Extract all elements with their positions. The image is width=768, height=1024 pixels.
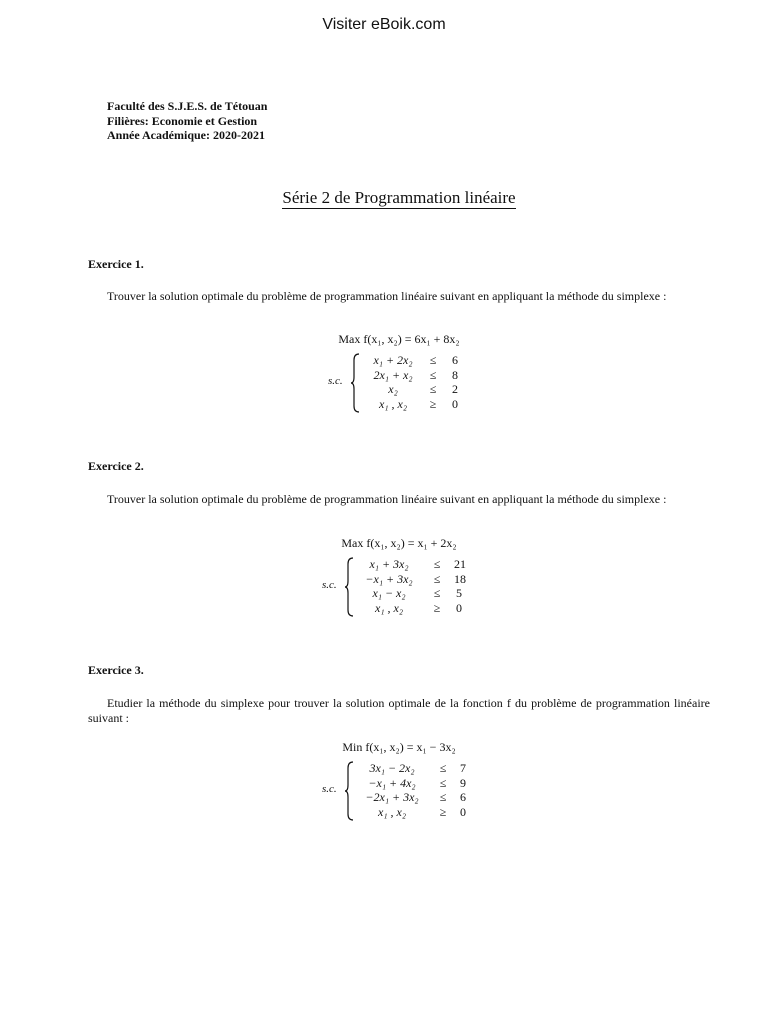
constraint-rhs: 0 bbox=[460, 804, 466, 819]
exercise-3-sc-label: s.c. bbox=[322, 783, 337, 795]
constraint-row bbox=[356, 761, 471, 776]
constraint-operator: ≤ bbox=[433, 571, 441, 586]
constraint-operator: ≤ bbox=[439, 790, 447, 804]
exercise-1-heading: Exercice 1. bbox=[88, 257, 144, 271]
constraint-operator: ≥ bbox=[429, 396, 437, 411]
constraint-row bbox=[356, 572, 471, 587]
constraint-rhs: 7 bbox=[460, 761, 466, 775]
constraint-row bbox=[362, 368, 462, 383]
constraint-lhs: 3x₁ − 2x₂ bbox=[369, 761, 415, 775]
constraint-row bbox=[362, 353, 462, 368]
exercise-2-sc-label: s.c. bbox=[322, 579, 337, 591]
constraint-operator: ≥ bbox=[433, 600, 441, 615]
constraint-rhs: 21 bbox=[454, 557, 466, 571]
constraint-rhs: 0 bbox=[456, 600, 462, 615]
exercise-2-text: Trouver la solution optimale du problème de programmation linéaire suivant en appliquant la méthode du simplexe : bbox=[107, 492, 667, 506]
constraint-lhs: x₁ , x₂ bbox=[379, 396, 407, 411]
constraint-operator: ≤ bbox=[429, 382, 437, 396]
constraint-rhs: 6 bbox=[452, 353, 458, 367]
exercise-1-sc-label: s.c. bbox=[328, 375, 343, 387]
constraint-operator: ≤ bbox=[433, 586, 441, 600]
constraint-operator: ≤ bbox=[439, 761, 447, 775]
constraint-operator: ≤ bbox=[439, 775, 447, 790]
constraint-row bbox=[362, 382, 462, 397]
exercise-3-constraints bbox=[356, 761, 471, 819]
exercise-3-brace-icon bbox=[344, 761, 354, 821]
constraint-operator: ≤ bbox=[433, 557, 441, 571]
page-title-text: Série 2 de Programmation linéaire bbox=[282, 188, 516, 207]
exercise-1-constraints bbox=[362, 353, 462, 411]
constraint-lhs: −2x₁ + 3x₂ bbox=[365, 790, 419, 804]
constraint-operator: ≤ bbox=[429, 367, 437, 382]
constraint-lhs: x₁ − x₂ bbox=[372, 586, 406, 600]
constraint-row bbox=[356, 601, 471, 616]
constraint-lhs: −x₁ + 4x₂ bbox=[368, 775, 416, 790]
constraint-operator: ≤ bbox=[429, 353, 437, 367]
constraint-lhs: −x₁ + 3x₂ bbox=[365, 571, 413, 586]
constraint-row bbox=[362, 397, 462, 412]
exercise-1-objective: Max f(x₁, x₂) = 6x₁ + 8x₂ bbox=[338, 332, 460, 346]
faculty-line: Faculté des S.J.E.S. de Tétouan bbox=[107, 99, 268, 113]
constraint-row bbox=[356, 557, 471, 572]
exercise-1-brace-icon bbox=[350, 353, 360, 413]
constraint-lhs: x₁ , x₂ bbox=[378, 804, 406, 819]
constraint-row bbox=[356, 776, 471, 791]
constraint-row bbox=[356, 790, 471, 805]
constraint-rhs: 0 bbox=[452, 396, 458, 411]
constraint-rhs: 5 bbox=[456, 586, 462, 600]
exercise-2-constraints bbox=[356, 557, 471, 615]
exercise-2-objective: Max f(x₁, x₂) = x₁ + 2x₂ bbox=[341, 536, 457, 550]
constraint-lhs: x₁ + 3x₂ bbox=[369, 557, 409, 571]
exercise-1-text: Trouver la solution optimale du problème de programmation linéaire suivant en appliquant la méthode du simplexe : bbox=[107, 289, 667, 303]
constraint-operator: ≥ bbox=[439, 804, 447, 819]
constraint-lhs: x₁ + 2x₂ bbox=[373, 353, 413, 367]
exercise-3-heading: Exercice 3. bbox=[88, 663, 144, 677]
academic-year-line: Année Académique: 2020-2021 bbox=[107, 128, 265, 142]
constraint-rhs: 2 bbox=[452, 382, 458, 396]
constraint-lhs: x₁ , x₂ bbox=[375, 600, 403, 615]
constraint-row bbox=[356, 586, 471, 601]
site-banner[interactable]: Visiter eBoik.com bbox=[322, 16, 446, 33]
page-title bbox=[0, 188, 768, 208]
constraint-rhs: 9 bbox=[460, 775, 466, 790]
exercise-2-heading: Exercice 2. bbox=[88, 459, 144, 473]
filieres-line: Filières: Economie et Gestion bbox=[107, 113, 258, 128]
constraint-lhs: 2x₁ + x₂ bbox=[373, 367, 413, 382]
exercise-3-text: Etudier la méthode du simplexe pour trouver la solution optimale de la fonction f du problème de programmation linéaire suivant : bbox=[88, 696, 710, 725]
document-header bbox=[107, 99, 267, 143]
exercise-3-objective: Min f(x₁, x₂) = x₁ − 3x₂ bbox=[342, 740, 456, 754]
constraint-row bbox=[356, 805, 471, 820]
constraint-rhs: 18 bbox=[454, 571, 466, 586]
constraint-rhs: 8 bbox=[452, 367, 458, 382]
exercise-2-brace-icon bbox=[344, 557, 354, 617]
constraint-rhs: 6 bbox=[460, 790, 466, 804]
constraint-lhs: x₂ bbox=[388, 382, 398, 396]
